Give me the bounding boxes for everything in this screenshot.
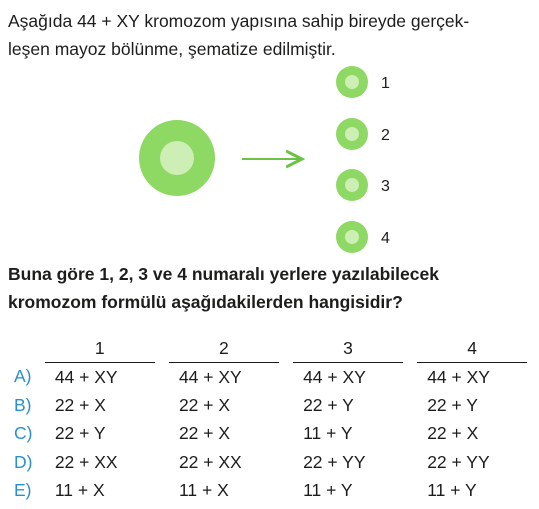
question-line-1: Buna göre 1, 2, 3 ve 4 numaralı yerlere yazılabilecek	[8, 264, 439, 284]
daughter-cell-2	[336, 118, 390, 150]
option-row-e[interactable]	[12, 477, 527, 505]
option-value: 44 + XY	[303, 366, 366, 387]
option-value: 11 + Y	[303, 423, 353, 444]
question-intro	[8, 7, 533, 63]
meiosis-diagram	[0, 60, 539, 260]
option-value: 44 + XY	[54, 366, 118, 387]
daughter-cell-3	[336, 169, 390, 201]
option-value: 22 + XX	[178, 451, 242, 472]
parent-cell	[139, 120, 215, 196]
option-value: 22 + X	[178, 395, 231, 416]
answer-header-row	[12, 336, 527, 363]
option-letter[interactable]: A)	[14, 366, 32, 387]
option-value: 22 + Y	[54, 423, 106, 444]
option-row-a[interactable]	[12, 363, 527, 392]
option-value: 22 + XX	[54, 451, 118, 472]
cell-label-2: 2	[381, 127, 390, 144]
option-value: 22 + Y	[303, 395, 354, 416]
option-value: 11 + Y	[427, 480, 477, 501]
answer-options-table	[12, 336, 527, 505]
option-letter[interactable]: E)	[14, 480, 32, 501]
option-value: 44 + XY	[178, 366, 242, 387]
option-value: 22 + X	[427, 423, 479, 444]
daughter-cell-4	[336, 221, 390, 253]
intro-line-2: leşen mayoz bölünme, şematize edilmiştir.	[8, 39, 336, 59]
option-value: 22 + YY	[303, 451, 366, 472]
daughter-cell-1	[336, 66, 390, 98]
option-letter[interactable]: C)	[14, 423, 33, 444]
option-value: 11 + Y	[303, 480, 353, 501]
column-header-3: 3	[293, 336, 403, 363]
question-line-2: kromozom formülü aşağıdakilerden hangisidir?	[8, 292, 403, 312]
intro-line-1: Aşağıda 44 + XY kromozom yapısına sahip bireyde gerçek-	[8, 11, 470, 31]
option-letter[interactable]: D)	[14, 451, 33, 472]
cell-label-3: 3	[381, 178, 390, 195]
option-value: 11 + X	[54, 480, 105, 501]
option-row-b[interactable]	[12, 391, 527, 419]
question-stem	[8, 260, 533, 316]
column-header-4: 4	[417, 336, 527, 363]
option-value: 11 + X	[178, 480, 229, 501]
option-row-d[interactable]	[12, 448, 527, 476]
meiosis-svg	[0, 60, 539, 260]
option-letter[interactable]: B)	[14, 395, 32, 416]
option-value: 22 + X	[178, 423, 231, 444]
option-value: 22 + YY	[427, 451, 490, 472]
option-value: 44 + XY	[427, 366, 490, 387]
parent-cell-nucleus	[160, 141, 194, 175]
option-value: 22 + X	[54, 395, 106, 416]
column-header-1: 1	[45, 336, 155, 363]
cell-label-1: 1	[381, 75, 390, 92]
option-value: 22 + Y	[427, 395, 478, 416]
cell-label-4: 4	[381, 230, 390, 247]
column-header-2: 2	[169, 336, 279, 363]
letter-header	[12, 336, 45, 363]
option-row-c[interactable]	[12, 420, 527, 448]
